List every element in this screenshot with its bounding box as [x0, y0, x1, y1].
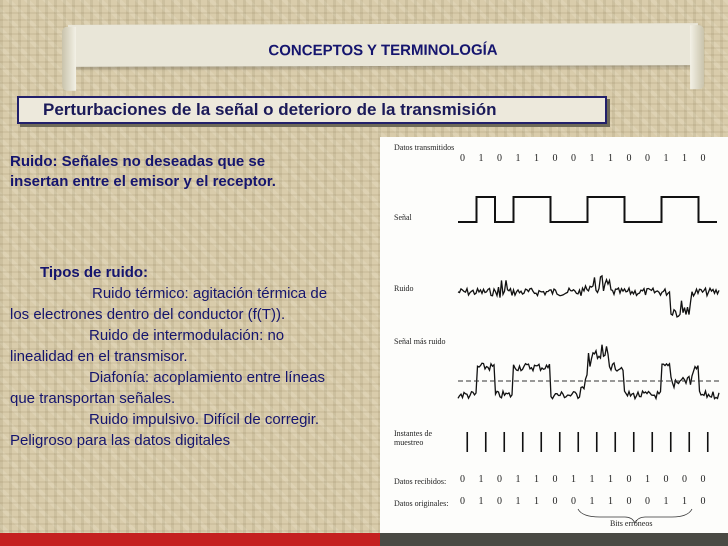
bit-original-0: 0: [460, 496, 465, 507]
noise-type-crosstalk-cont: que transportan señales.: [10, 390, 176, 407]
bit-transmitted-0: 0: [460, 153, 465, 164]
bit-transmitted-13: 0: [700, 153, 706, 164]
bit-received-9: 0: [626, 474, 632, 485]
bit-transmitted-8: 1: [608, 153, 613, 164]
bit-received-12: 0: [682, 474, 687, 485]
noise-type-impulse-cont: Peligroso para las datos digitales: [10, 432, 231, 449]
bit-transmitted-11: 1: [663, 153, 669, 164]
bit-received-7: 1: [589, 474, 595, 485]
bit-received-3: 1: [515, 474, 521, 485]
label-datos-transmitidos: Datos transmitidos: [394, 143, 455, 152]
bit-original-3: 1: [515, 496, 521, 507]
bit-original-7: 1: [589, 496, 595, 507]
bit-received-5: 0: [552, 474, 558, 485]
bit-transmitted-7: 1: [589, 153, 595, 164]
signal-plus-noise-path: [458, 345, 719, 399]
bit-transmitted-4: 1: [534, 153, 539, 164]
noise-waveform: [458, 276, 719, 317]
bit-original-1: 1: [478, 496, 484, 507]
noise-definition: Ruido: Señales no deseadas que se insertan entre el emisor y el receptor.: [10, 153, 276, 190]
noise-types-heading: Tipos de ruido:: [40, 264, 149, 281]
noise-path: [458, 276, 719, 317]
bit-transmitted-10: 0: [645, 153, 650, 164]
bit-original-8: 1: [608, 496, 613, 507]
slide-subtitle: Perturbaciones de la señal o deterioro de la transmisión: [17, 96, 607, 124]
bit-original-12: 1: [682, 496, 687, 507]
bit-received-0: 0: [460, 474, 465, 485]
sampling-ticks: [467, 432, 708, 452]
bit-received-8: 1: [608, 474, 613, 485]
noise-type-intermod: Ruido de intermodulación: no: [89, 327, 285, 344]
signal-square-wave: [458, 197, 717, 222]
bit-transmitted-9: 0: [626, 153, 632, 164]
bit-original-5: 0: [552, 496, 558, 507]
title-banner: [68, 23, 698, 67]
bit-transmitted-12: 1: [682, 153, 687, 164]
bit-received-4: 1: [534, 474, 539, 485]
label-instantes-muestreo: Instantes de muestreo: [394, 429, 432, 447]
label-bits-erroneos: Bits erróneos: [610, 519, 653, 528]
noise-type-impulse: Ruido impulsivo. Difícil de corregir.: [89, 411, 320, 428]
bit-original-9: 0: [626, 496, 632, 507]
noise-type-crosstalk: Diafonía: acoplamiento entre líneas: [89, 369, 325, 386]
bit-received-10: 1: [645, 474, 650, 485]
bit-received-1: 1: [478, 474, 484, 485]
label-senal-mas-ruido: Señal más ruido: [394, 337, 446, 346]
bit-transmitted-5: 0: [552, 153, 558, 164]
noise-effect-figure: [380, 137, 728, 533]
signal-waveforms: [380, 137, 728, 533]
noise-type-intermod-cont: linealidad en el transmisor.: [10, 348, 188, 365]
slide-title: CONCEPTOS Y TERMINOLOGÍA: [268, 41, 498, 60]
bit-original-6: 0: [571, 496, 576, 507]
label-senal: Señal: [394, 213, 412, 222]
bit-original-11: 1: [663, 496, 669, 507]
bit-received-11: 0: [663, 474, 669, 485]
label-ruido: Ruido: [394, 284, 414, 293]
bit-original-2: 0: [497, 496, 502, 507]
bit-received-13: 0: [700, 474, 706, 485]
bit-transmitted-3: 1: [515, 153, 521, 164]
footer-dark-bar: [380, 533, 728, 546]
bit-transmitted-6: 0: [571, 153, 576, 164]
noise-type-thermal: Ruido térmico: agitación térmica de: [92, 285, 328, 302]
label-datos-recibidos: Datos recibidos:: [394, 477, 447, 486]
square-wave-path: [458, 197, 717, 222]
bit-received-2: 0: [497, 474, 502, 485]
noise-type-thermal-cont: los electrones dentro del conductor (f(T)).: [10, 306, 286, 323]
bit-transmitted-1: 1: [478, 153, 484, 164]
bit-transmitted-2: 0: [497, 153, 502, 164]
bit-original-13: 0: [700, 496, 706, 507]
footer-accent-bar: [0, 533, 380, 546]
bit-original-10: 0: [645, 496, 650, 507]
bit-received-6: 1: [571, 474, 576, 485]
bit-original-4: 1: [534, 496, 539, 507]
label-datos-originales: Datos originales:: [394, 499, 449, 508]
noise-types-list: [10, 262, 380, 451]
signal-plus-noise-waveform: [458, 345, 719, 399]
